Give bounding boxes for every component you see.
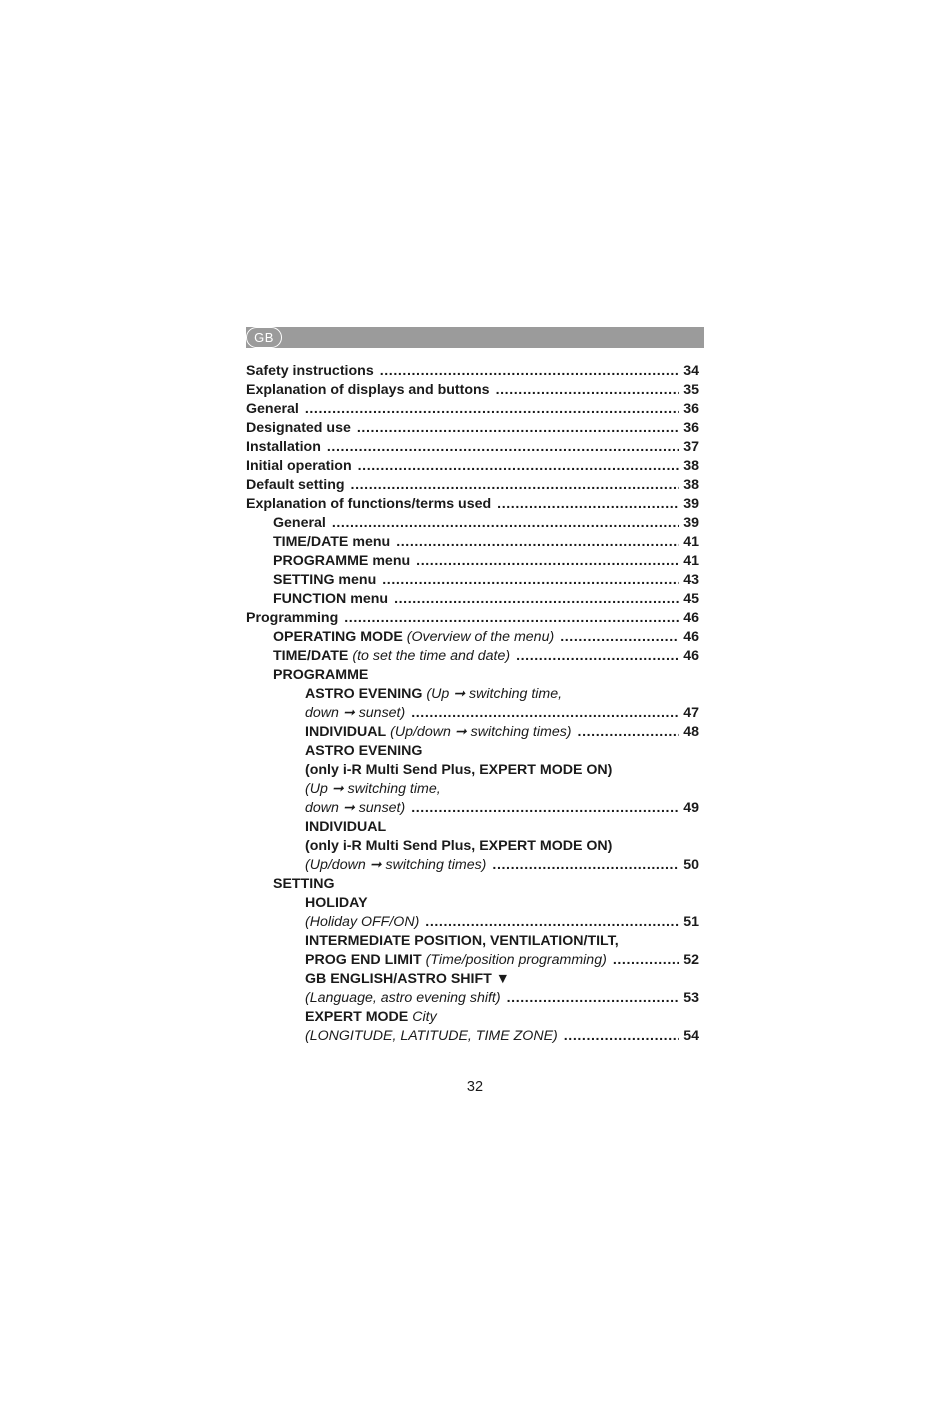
toc-entry-bold-text: SETTING menu (273, 572, 377, 588)
toc-entry-bold-text: EXPERT MODE (305, 1009, 409, 1025)
toc-entry-bold-text: PROGRAMME (273, 667, 369, 683)
toc-entry (246, 552, 699, 571)
toc-entry-title (305, 723, 572, 742)
toc-entry-title (305, 932, 619, 951)
toc-entry (246, 723, 699, 742)
toc-entry-bold-text: PROGRAMME menu (273, 553, 411, 569)
dot-leader (396, 533, 679, 552)
toc-entry (246, 476, 699, 495)
language-badge: GB (246, 327, 282, 348)
toc-entry-bold-text: Safety instructions (246, 363, 374, 379)
toc-entry (246, 894, 699, 913)
toc-entry (246, 913, 699, 932)
toc-entry-title (305, 1027, 558, 1046)
toc-entry-bold-text: SETTING (273, 876, 335, 892)
dot-leader (394, 590, 679, 609)
toc-page-number: 36 (683, 401, 699, 417)
toc-page-number: 34 (683, 363, 699, 379)
toc-entry-title (246, 438, 321, 457)
toc-entry-bold-text: Programming (246, 610, 339, 626)
toc-page-number: 45 (683, 591, 699, 607)
toc-entry-title (305, 856, 486, 875)
toc-page-number: 46 (683, 629, 699, 645)
dot-leader (516, 647, 679, 666)
toc-page-number: 53 (683, 990, 699, 1006)
toc-entry-bold-text: Explanation of functions/terms used (246, 496, 492, 512)
toc-page-number: 35 (683, 382, 699, 398)
toc-entry (246, 856, 699, 875)
toc-entry-italic-text: (Up/down ➞ switching times) (386, 724, 572, 740)
dot-leader (578, 723, 680, 742)
toc-entry-title (305, 951, 607, 970)
toc-entry (246, 1008, 699, 1027)
toc-entry-bold-text: ASTRO EVENING (305, 686, 423, 702)
toc-page-number: 39 (683, 496, 699, 512)
table-of-contents (246, 362, 699, 1046)
dot-leader (358, 457, 680, 476)
toc-entry (246, 685, 699, 704)
dot-leader (613, 951, 679, 970)
toc-entry-italic-text: (LONGITUDE, LATITUDE, TIME ZONE) (305, 1028, 558, 1044)
toc-page-number: 50 (683, 857, 699, 873)
toc-entry-bold-text: INDIVIDUAL (305, 819, 387, 835)
toc-page-number: 37 (683, 439, 699, 455)
toc-entry-title (246, 609, 338, 628)
toc-entry-bold-text: (only i-R Multi Send Plus, EXPERT MODE ON) (305, 762, 613, 778)
toc-entry (246, 514, 699, 533)
toc-entry-bold-text: FUNCTION menu (273, 591, 389, 607)
toc-entry-italic-text: City (408, 1009, 437, 1025)
toc-entry-title (305, 818, 386, 837)
toc-entry-italic-text: (Overview of the menu) (402, 629, 555, 645)
page-number: 32 (466, 1079, 484, 1095)
toc-entry-italic-text: (Up ➞ switching time, (305, 781, 441, 797)
dot-leader (492, 856, 679, 875)
toc-entry (246, 989, 699, 1008)
dot-leader (507, 989, 680, 1008)
toc-entry-title (305, 761, 612, 780)
toc-entry-title (273, 666, 368, 685)
toc-entry-title (305, 799, 405, 818)
section-header-bar (246, 327, 704, 348)
toc-entry-bold-text: Default setting (246, 477, 345, 493)
toc-entry-title (305, 894, 368, 913)
toc-entry-bold-text: ASTRO EVENING (305, 743, 423, 759)
toc-entry (246, 571, 699, 590)
toc-entry-bold-text: TIME/DATE menu (273, 534, 391, 550)
toc-entry-bold-text: GB ENGLISH/ASTRO SHIFT ▼ (305, 971, 510, 987)
toc-entry (246, 419, 699, 438)
toc-entry (246, 666, 699, 685)
dot-leader (305, 400, 679, 419)
toc-entry-bold-text: Explanation of displays and buttons (246, 382, 490, 398)
toc-entry (246, 495, 699, 514)
toc-entry-italic-text: down ➞ sunset) (305, 705, 406, 721)
toc-entry-bold-text: INTERMEDIATE POSITION, VENTILATION/TILT, (305, 933, 619, 949)
toc-page-number: 46 (683, 648, 699, 664)
toc-entry-title (305, 780, 441, 799)
toc-entry-title (273, 628, 554, 647)
toc-entry-italic-text: (Language, astro evening shift) (305, 990, 501, 1006)
toc-page-number: 54 (683, 1028, 699, 1044)
dot-leader (416, 552, 679, 571)
toc-entry (246, 457, 699, 476)
toc-entry-italic-text: (Up/down ➞ switching times) (305, 857, 487, 873)
toc-entry (246, 704, 699, 723)
toc-page-number: 52 (683, 952, 699, 968)
toc-entry-title (246, 400, 299, 419)
toc-entry-title (305, 989, 501, 1008)
toc-entry (246, 1027, 699, 1046)
toc-entry-title (246, 381, 490, 400)
toc-entry-title (246, 362, 374, 381)
toc-page-number: 38 (683, 458, 699, 474)
dot-leader (497, 495, 679, 514)
toc-entry-title (273, 514, 326, 533)
dot-leader (327, 438, 679, 457)
toc-entry-title (246, 419, 351, 438)
toc-entry-bold-text: Designated use (246, 420, 351, 436)
toc-entry-title (273, 590, 388, 609)
toc-entry (246, 533, 699, 552)
dot-leader (380, 362, 680, 381)
toc-entry-bold-text: HOLIDAY (305, 895, 368, 911)
toc-entry (246, 590, 699, 609)
dot-leader (411, 799, 679, 818)
toc-page-number: 51 (683, 914, 699, 930)
toc-entry (246, 818, 699, 837)
toc-entry-italic-text: (to set the time and date) (348, 648, 511, 664)
toc-entry-title (305, 685, 562, 704)
toc-entry-title (246, 495, 491, 514)
toc-entry-title (273, 571, 376, 590)
toc-page-number: 46 (683, 610, 699, 626)
toc-entry (246, 951, 699, 970)
toc-entry (246, 780, 699, 799)
toc-entry-title (273, 875, 334, 894)
toc-entry (246, 400, 699, 419)
toc-entry-title (246, 457, 352, 476)
toc-page-number: 39 (683, 515, 699, 531)
toc-entry-title (305, 837, 612, 856)
toc-entry (246, 875, 699, 894)
toc-entry-bold-text: Installation (246, 439, 321, 455)
toc-entry (246, 438, 699, 457)
toc-page-number: 43 (683, 572, 699, 588)
toc-page-number: 36 (683, 420, 699, 436)
toc-page-number: 41 (683, 553, 699, 569)
dot-leader (560, 628, 679, 647)
dot-leader (496, 381, 680, 400)
toc-entry-italic-text: (Up ➞ switching time, (422, 686, 563, 702)
dot-leader (411, 704, 679, 723)
toc-entry (246, 609, 699, 628)
toc-entry (246, 799, 699, 818)
toc-entry-title (273, 647, 510, 666)
toc-entry-italic-text: (Time/position programming) (421, 952, 607, 968)
toc-entry (246, 647, 699, 666)
toc-entry (246, 932, 699, 951)
toc-page-number: 48 (683, 724, 699, 740)
dot-leader (382, 571, 679, 590)
toc-entry-title (273, 552, 410, 571)
toc-entry-italic-text: (Holiday OFF/ON) (305, 914, 420, 930)
toc-entry-bold-text: (only i-R Multi Send Plus, EXPERT MODE ON) (305, 838, 613, 854)
toc-page-number: 47 (683, 705, 699, 721)
dot-leader (351, 476, 680, 495)
toc-entry-title (305, 704, 405, 723)
toc-page-number: 41 (683, 534, 699, 550)
toc-entry-title (273, 533, 390, 552)
toc-entry (246, 381, 699, 400)
toc-entry-title (305, 1008, 437, 1027)
toc-entry-title (246, 476, 345, 495)
toc-entry-title (305, 742, 422, 761)
toc-entry-title (305, 970, 510, 989)
toc-entry-italic-text: down ➞ sunset) (305, 800, 406, 816)
toc-entry-title (305, 913, 419, 932)
toc-entry-bold-text: PROG END LIMIT (305, 952, 422, 968)
toc-entry (246, 742, 699, 761)
toc-entry-bold-text: TIME/DATE (273, 648, 349, 664)
toc-entry (246, 628, 699, 647)
toc-entry (246, 970, 699, 989)
toc-entry-bold-text: General (246, 401, 299, 417)
dot-leader (344, 609, 679, 628)
toc-entry-bold-text: INDIVIDUAL (305, 724, 387, 740)
dot-leader (425, 913, 679, 932)
toc-page-number: 38 (683, 477, 699, 493)
toc-entry (246, 362, 699, 381)
toc-entry-bold-text: General (273, 515, 326, 531)
dot-leader (357, 419, 679, 438)
toc-entry (246, 761, 699, 780)
toc-entry (246, 837, 699, 856)
toc-entry-bold-text: OPERATING MODE (273, 629, 403, 645)
dot-leader (332, 514, 679, 533)
dot-leader (564, 1027, 679, 1046)
toc-entry-bold-text: Initial operation (246, 458, 352, 474)
toc-page-number: 49 (683, 800, 699, 816)
